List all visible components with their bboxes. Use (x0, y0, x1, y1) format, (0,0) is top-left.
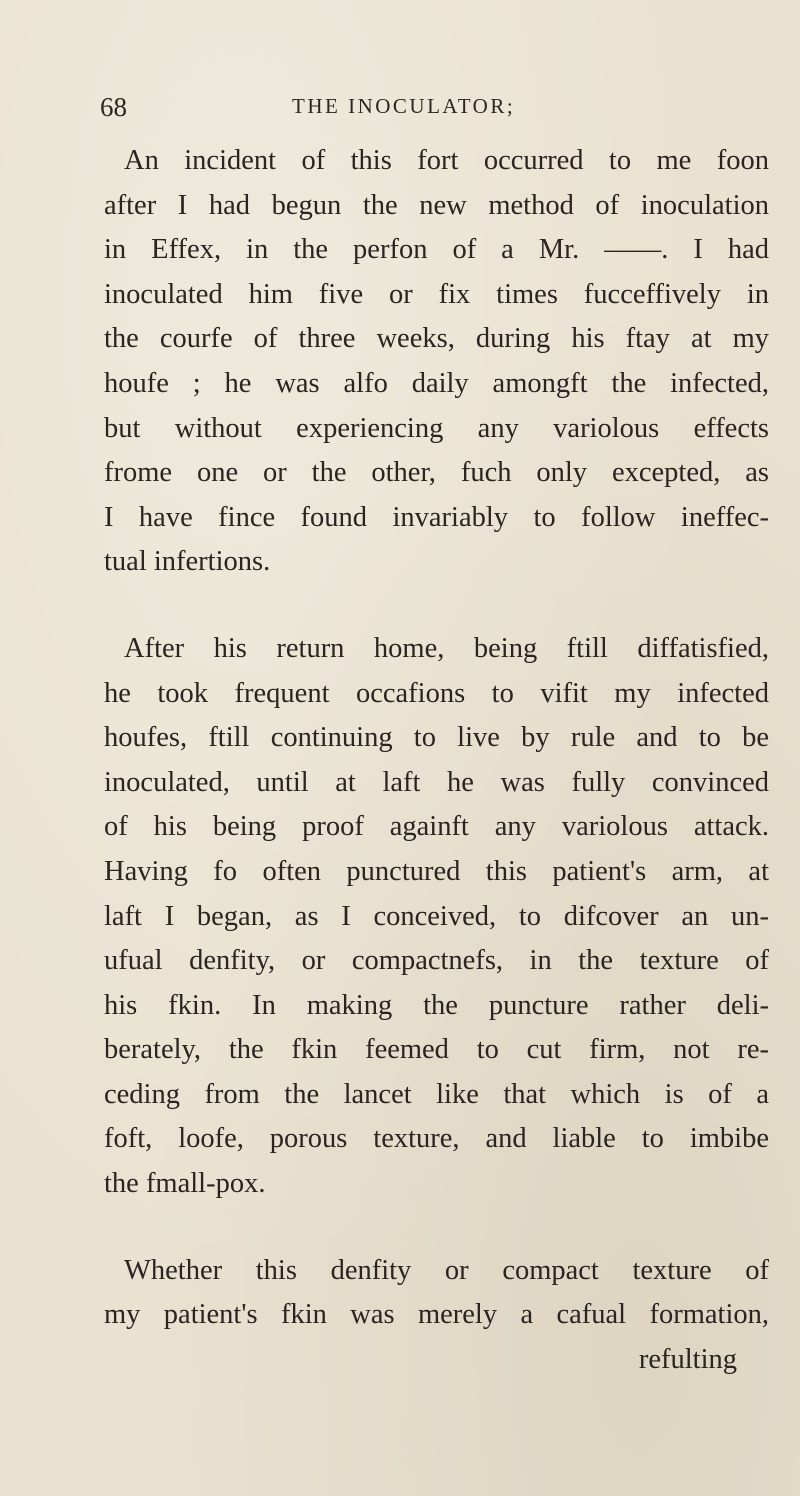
text-line: foft, loofe, porous texture, and liable to imbibe (104, 1123, 769, 1155)
text-line: laft I began, as I conceived, to difcover an un- (104, 900, 769, 932)
text-line: the courfe of three weeks, during his ftay at my (104, 323, 769, 355)
paragraph-2 (104, 627, 769, 1207)
text-line: my patient's fkin was merely a cafual formation, (104, 1299, 769, 1331)
body-text (104, 139, 769, 1382)
text-line: frome one or the other, fuch only excepted, as (104, 457, 769, 489)
text-line: houfes, ftill continuing to live by rule and to be (104, 722, 769, 754)
text-line: he took frequent occafions to vifit my infected (104, 677, 769, 709)
text-line: Having fo often punctured this patient's arm, at (104, 855, 769, 887)
running-head-title: THE INOCULATOR; (292, 94, 516, 118)
page-number: 68 (100, 92, 127, 122)
text-line: inoculated, until at laft he was fully convinced (104, 766, 769, 798)
text-line: ufual denfity, or compactnefs, in the texture of (104, 945, 769, 977)
text-line: An incident of this fort occurred to me foon (124, 145, 769, 176)
text-line: houfe ; he was alfo daily amongft the infected, (104, 367, 769, 399)
text-line: ceding from the lancet like that which is of a (104, 1078, 769, 1110)
text-line: of his being proof againft any variolous attack. (104, 811, 769, 843)
paragraph-3 (104, 1249, 769, 1383)
text-line: I have fince found invariably to follow ineffec- (104, 501, 769, 533)
text-line: Whether this denfity or compact texture of (124, 1254, 769, 1286)
text-line: berately, the fkin feemed to cut firm, not re- (104, 1034, 769, 1066)
text-line: inoculated him five or fix times fucceffively in (104, 278, 769, 310)
text-line: after I had begun the new method of inoculation (104, 189, 769, 221)
text-line: the fmall-pox. (104, 1168, 266, 1200)
text-line: tual infertions. (104, 546, 271, 578)
text-line: After his return home, being ftill diffatisfied, (124, 632, 769, 664)
catchword: refulting (638, 1343, 737, 1375)
text-line: his fkin. In making the puncture rather deli- (104, 989, 769, 1021)
text-line: in Effex, in the perfon of a Mr. ——. I had (104, 234, 769, 266)
paragraph-1 (104, 139, 769, 585)
text-line: but without experiencing any variolous effects (104, 412, 769, 444)
running-head (100, 92, 660, 132)
